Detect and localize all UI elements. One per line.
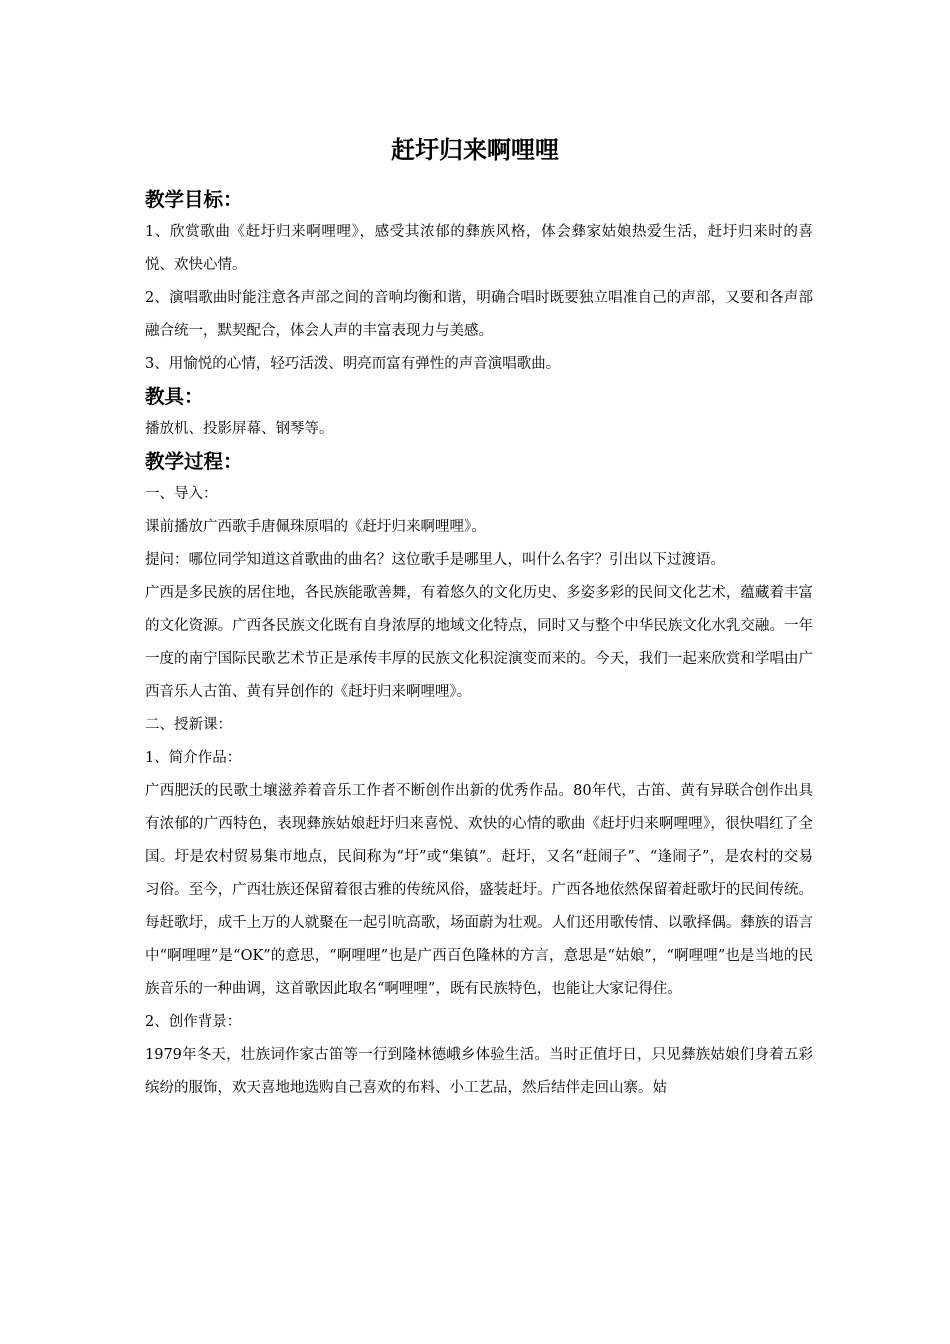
- document-title: 赶圩归来啊哩哩: [391, 136, 559, 164]
- paragraph: 播放机、投影屏幕、钢琴等。: [145, 421, 334, 437]
- section-teaching-aids: [145, 381, 813, 446]
- paragraph: 广西肥沃的民歌土壤滋养着音乐工作者不断创作出新的优秀作品。80年代，古笛、黄有异联合创作出具有浓郁的广西特色，表现彝族姑娘赶圩归来喜悦、欢快的心情的歌曲《赶圩归来啊哩哩》，很快唱红了全国。圩是农村贸易集市地点，民间称为“圩”或“集镇”。赶圩，又名“赶闹子”、“逢闹子”，是农村的交易习俗。至今，广西壮族还保留着很古雅的传统风俗，盛装赶圩。广西各地依然保留着赶歌圩的民间传统。每赶歌圩，成千上万的人就聚在一起引吭高歌，场面蔚为壮观。人们还用歌传情、以歌择偶。彝族的语言中“啊哩哩”是“OK”的意思，“啊哩哩”也是广西百色隆林的方言，意思是“姑娘”，“啊哩哩”也是当地的民族音乐的一种曲调，这首歌因此取名“啊哩哩”，既有民族特色，也能让大家记得住。: [145, 783, 813, 997]
- document-body: [145, 184, 813, 1105]
- paragraph: 2、演唱歌曲时能注意各声部之间的音响均衡和谐，明确合唱时既要独立唱准自己的声部，又要和各声部融合统一，默契配合，体会人声的丰富表现力与美感。: [145, 290, 813, 339]
- paragraph: 1、欣赏歌曲《赶圩归来啊哩哩》，感受其浓郁的彝族风格，体会彝家姑娘热爱生活，赶圩归来时的喜悦、欢快心情。: [145, 224, 813, 273]
- section-heading: 教具：: [145, 385, 204, 408]
- paragraph: 2、创作背景：: [145, 1014, 242, 1030]
- section-teaching-objectives: [145, 184, 813, 381]
- paragraph: 提问：哪位同学知道这首歌曲的曲名？这位歌手是哪里人，叫什么名字？引出以下过渡语。: [145, 552, 725, 568]
- paragraph: 3、用愉悦的心情，轻巧活泼、明亮而富有弹性的声音演唱歌曲。: [145, 356, 561, 372]
- paragraph: 1、简介作品：: [145, 750, 242, 766]
- paragraph: 二、授新课：: [145, 717, 232, 733]
- paragraph: 一、导入：: [145, 486, 218, 502]
- section-teaching-process: [145, 446, 813, 1105]
- paragraph: 1979年冬天，壮族词作家古笛等一行到隆林德峨乡体验生活。当时正值圩日，只见彝族姑娘们身着五彩缤纷的服饰，欢天喜地地选购自己喜欢的布料、小工艺品，然后结伴走回山寨。姑: [145, 1047, 813, 1096]
- section-heading: 教学过程：: [145, 450, 243, 473]
- paragraph: 广西是多民族的居住地，各民族能歌善舞，有着悠久的文化历史、多姿多彩的民间文化艺术，蕴藏着丰富的文化资源。广西各民族文化既有自身浓厚的地域文化特点，同时又与整个中华民族文化水乳交融。一年一度的南宁国际民歌艺术节正是承传丰厚的民族文化积淀演变而来的。今天，我们一起来欣赏和学唱由广西音乐人古笛、黄有异创作的《赶圩归来啊哩哩》。: [145, 585, 813, 700]
- paragraph: 课前播放广西歌手唐佩珠原唱的《赶圩归来啊哩哩》。: [145, 519, 486, 535]
- section-heading: 教学目标：: [145, 188, 243, 211]
